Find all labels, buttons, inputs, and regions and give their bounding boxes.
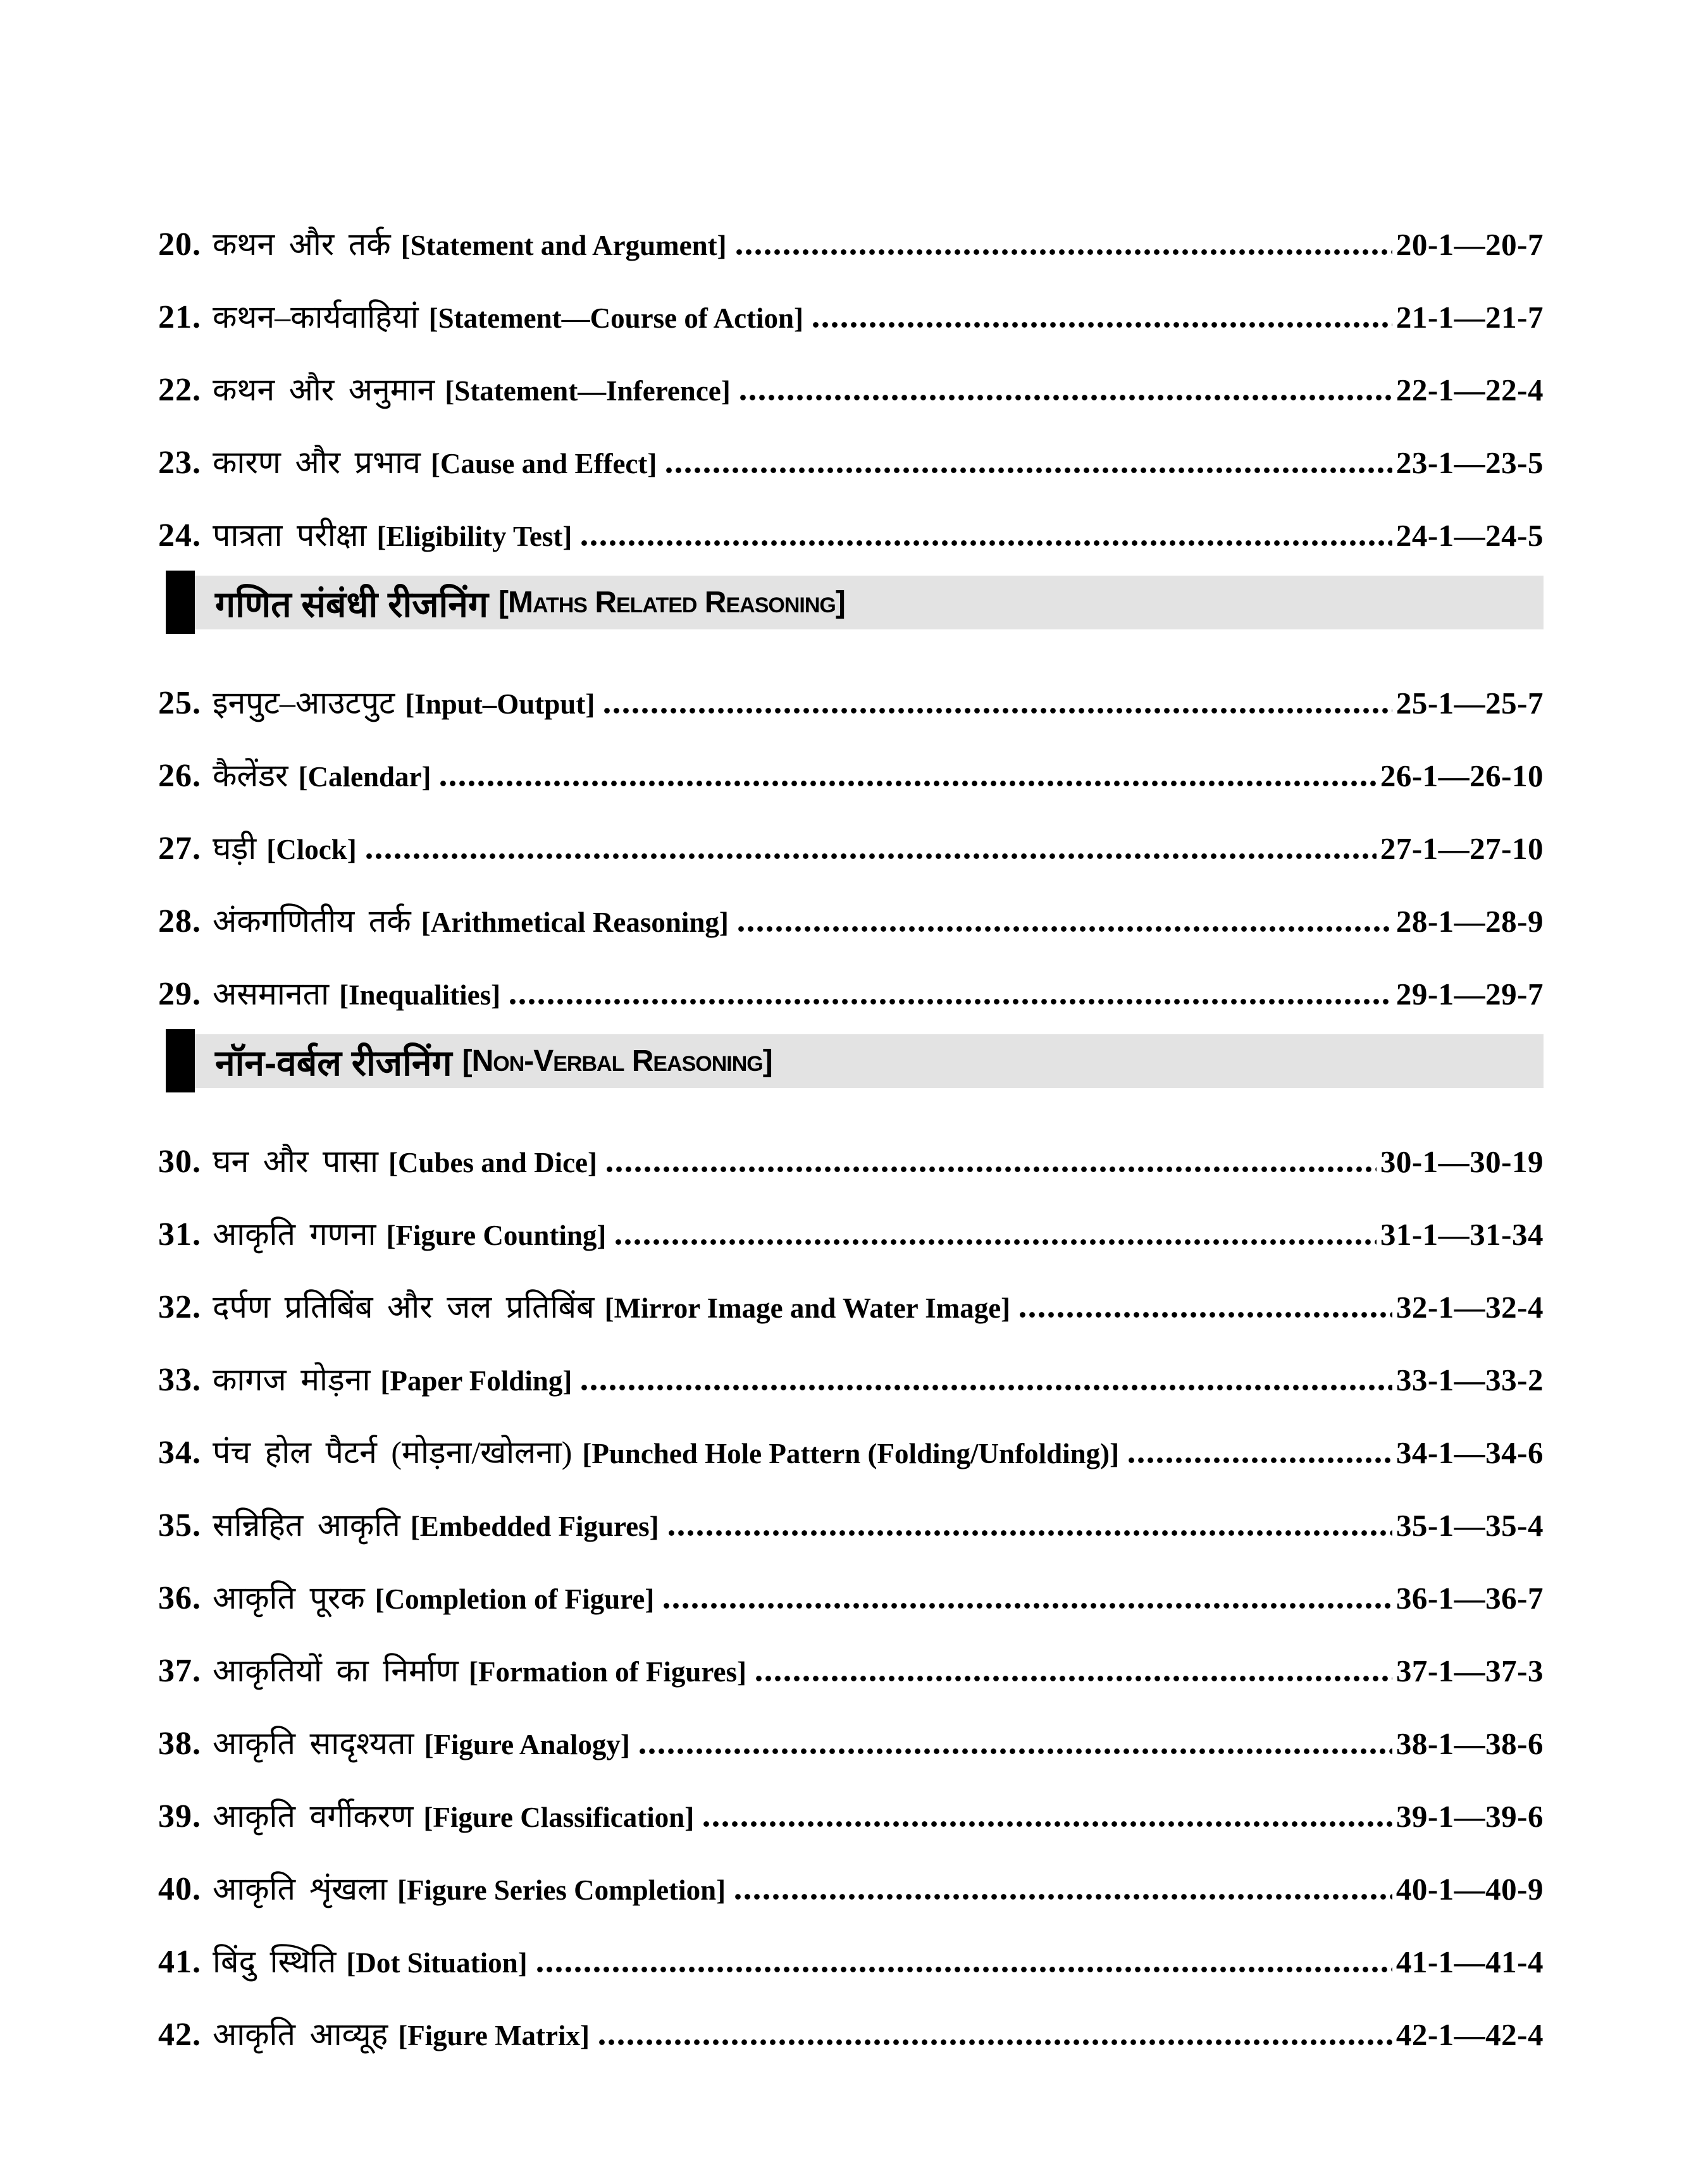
entry-number: 29. — [158, 976, 201, 1012]
entry-number: 28. — [158, 903, 201, 939]
entry-page-range: 22-1—22-4 — [1395, 373, 1544, 407]
entry-title-english: [Input–Output] — [405, 688, 595, 720]
entry-title-hindi: अंकगणितीय तर्क — [213, 903, 411, 939]
toc-entry — [158, 1708, 1544, 1781]
section-title-english: [Maths Related Reasoning] — [498, 586, 845, 619]
dot-leader — [535, 1967, 1392, 1972]
toc-list — [158, 209, 1544, 2072]
entry-page-range: 39-1—39-6 — [1395, 1799, 1544, 1834]
entry-title-hindi: पात्रता परीक्षा — [213, 517, 367, 553]
entry-page-range: 33-1—33-2 — [1395, 1363, 1544, 1397]
dot-leader — [734, 249, 1392, 255]
entry-number: 32. — [158, 1289, 201, 1325]
entry-title-hindi: पंच होल पैटर्न (मोड़ना/खोलना) — [213, 1435, 572, 1470]
toc-entry — [158, 1271, 1544, 1344]
entry-page-range: 26-1—26-10 — [1380, 758, 1544, 793]
toc-entry — [158, 1344, 1544, 1417]
toc-entry — [158, 1490, 1544, 1562]
entry-number: 22. — [158, 372, 201, 408]
entry-title-english: [Eligibility Test] — [376, 521, 572, 552]
entry-page-range: 30-1—30-19 — [1380, 1144, 1544, 1179]
entry-number: 34. — [158, 1435, 201, 1471]
entry-title-english: [Paper Folding] — [380, 1365, 572, 1397]
toc-entry — [158, 813, 1544, 886]
entry-title-hindi: आकृतियों का निर्माण — [213, 1653, 459, 1688]
dot-leader — [364, 853, 1377, 859]
dot-leader — [811, 322, 1392, 328]
entry-number: 31. — [158, 1216, 201, 1252]
toc-entry — [158, 1417, 1544, 1490]
section-header-band — [195, 1034, 1544, 1088]
entry-title-english: [Statement—Course of Action] — [428, 302, 804, 334]
section-header — [158, 1034, 1544, 1088]
entry-page-range: 32-1—32-4 — [1395, 1290, 1544, 1325]
entry-page-range: 21-1—21-7 — [1395, 300, 1544, 335]
entry-title-english: [Inequalities] — [339, 979, 501, 1011]
entry-page-range: 42-1—42-4 — [1395, 2017, 1544, 2052]
entry-number: 42. — [158, 2017, 201, 2053]
entry-number: 35. — [158, 1507, 201, 1543]
toc-entry — [158, 500, 1544, 572]
entry-title-hindi: कथन और अनुमान — [213, 372, 435, 407]
section-title-hindi: गणित संबंधी रीजनिंग — [215, 584, 488, 625]
dot-leader — [664, 467, 1392, 473]
toc-entry — [158, 1199, 1544, 1271]
entry-title-english: [Figure Analogy] — [424, 1729, 630, 1760]
entry-number: 24. — [158, 517, 201, 553]
entry-title-hindi: घड़ी — [213, 831, 257, 866]
entry-number: 20. — [158, 226, 201, 263]
toc-entry — [158, 1635, 1544, 1708]
entry-page-range: 28-1—28-9 — [1395, 904, 1544, 939]
section-header — [158, 576, 1544, 629]
entry-number: 26. — [158, 758, 201, 794]
dot-leader — [614, 1239, 1376, 1245]
entry-page-range: 36-1—36-7 — [1395, 1581, 1544, 1616]
entry-title-english: [Figure Classification] — [423, 1802, 695, 1833]
dot-leader — [579, 1385, 1392, 1390]
toc-entry — [158, 1853, 1544, 1926]
entry-title-english: [Statement—Inference] — [445, 375, 731, 407]
toc-entry — [158, 1562, 1544, 1635]
entry-title-hindi: कागज मोड़ना — [213, 1362, 371, 1397]
entry-title-hindi: बिंदु स्थिति — [213, 1944, 337, 1979]
entry-page-range: 35-1—35-4 — [1395, 1508, 1544, 1543]
entry-title-english: [Cause and Effect] — [430, 448, 657, 479]
entry-title-hindi: आकृति आव्यूह — [213, 2017, 388, 2052]
dot-leader — [736, 926, 1392, 932]
toc-entry — [158, 209, 1544, 281]
entry-title-english: [Figure Series Completion] — [397, 1874, 726, 1906]
section-header-band — [195, 576, 1544, 629]
entry-title-hindi: आकृति वर्गीकरण — [213, 1798, 414, 1834]
dot-leader — [605, 1166, 1377, 1172]
dot-leader — [508, 999, 1392, 1005]
section-title-english: [Non-Verbal Reasoning] — [462, 1044, 772, 1078]
toc-entry — [158, 1781, 1544, 1853]
toc-entry — [158, 886, 1544, 958]
entry-title-english: [Embedded Figures] — [410, 1511, 659, 1542]
dot-leader — [702, 1821, 1392, 1827]
dot-leader — [1127, 1457, 1392, 1463]
dot-leader — [638, 1748, 1392, 1754]
toc-entry — [158, 281, 1544, 354]
entry-title-english: [Formation of Figures] — [468, 1656, 747, 1688]
entry-title-english: [Statement and Argument] — [400, 230, 727, 261]
entry-number: 33. — [158, 1362, 201, 1398]
dot-leader — [1018, 1312, 1392, 1318]
entry-title-english: [Punched Hole Pattern (Folding/Unfolding)] — [582, 1438, 1120, 1469]
entry-title-english: [Figure Matrix] — [398, 2020, 590, 2051]
entry-page-range: 23-1—23-5 — [1395, 445, 1544, 480]
section-title-hindi: नॉन-वर्बल रीजनिंग — [215, 1042, 452, 1084]
entry-title-hindi: कैलेंडर — [213, 758, 288, 793]
entry-page-range: 38-1—38-6 — [1395, 1726, 1544, 1761]
entry-number: 30. — [158, 1144, 201, 1180]
entry-title-hindi: कथन–कार्यवाहियां — [213, 299, 419, 335]
entry-title-hindi: सन्निहित आकृति — [213, 1507, 400, 1543]
entry-number: 39. — [158, 1798, 201, 1834]
toc-entry — [158, 740, 1544, 813]
toc-entry — [158, 354, 1544, 427]
section-accent-bar — [166, 571, 195, 634]
entry-title-english: [Calendar] — [298, 761, 431, 793]
entry-number: 25. — [158, 685, 201, 721]
dot-leader — [602, 708, 1392, 714]
entry-page-range: 40-1—40-9 — [1395, 1872, 1544, 1907]
toc-entry — [158, 427, 1544, 500]
entry-page-range: 24-1—24-5 — [1395, 518, 1544, 553]
entry-title-hindi: आकृति गणना — [213, 1216, 376, 1252]
dot-leader — [597, 2039, 1392, 2045]
entry-title-hindi: दर्पण प्रतिबिंब और जल प्रतिबिंब — [213, 1289, 595, 1325]
entry-number: 38. — [158, 1726, 201, 1762]
entry-number: 27. — [158, 831, 201, 867]
toc-entry — [158, 1926, 1544, 1999]
section-accent-bar — [166, 1029, 195, 1092]
entry-number: 41. — [158, 1944, 201, 1980]
entry-number: 36. — [158, 1580, 201, 1616]
entry-title-hindi: आकृति शृंखला — [213, 1871, 387, 1907]
entry-page-range: 34-1—34-6 — [1395, 1435, 1544, 1470]
entry-title-english: [Arithmetical Reasoning] — [421, 906, 729, 938]
entry-title-english: [Mirror Image and Water Image] — [604, 1292, 1011, 1324]
dot-leader — [733, 1894, 1392, 1900]
entry-number: 23. — [158, 445, 201, 481]
entry-title-hindi: घन और पासा — [213, 1144, 378, 1179]
toc-entry — [158, 667, 1544, 740]
toc-entry — [158, 958, 1544, 1031]
entry-page-range: 25-1—25-7 — [1395, 686, 1544, 720]
entry-page-range: 41-1—41-4 — [1395, 1945, 1544, 1979]
entry-title-english: [Figure Counting] — [386, 1220, 607, 1251]
dot-leader — [754, 1676, 1392, 1681]
entry-title-english: [Dot Situation] — [346, 1947, 528, 1979]
dot-leader — [667, 1530, 1392, 1536]
entry-title-hindi: असमानता — [213, 976, 330, 1011]
entry-title-hindi: कारण और प्रभाव — [213, 445, 421, 480]
dot-leader — [738, 395, 1392, 400]
entry-number: 37. — [158, 1653, 201, 1689]
entry-title-english: [Clock] — [266, 834, 357, 865]
entry-title-hindi: कथन और तर्क — [213, 226, 391, 262]
toc-entry — [158, 1126, 1544, 1199]
entry-number: 21. — [158, 299, 201, 335]
entry-number: 40. — [158, 1871, 201, 1907]
dot-leader — [579, 540, 1392, 546]
toc-entry — [158, 1999, 1544, 2072]
entry-page-range: 27-1—27-10 — [1380, 831, 1544, 866]
dot-leader — [662, 1603, 1392, 1609]
entry-title-hindi: आकृति सादृश्यता — [213, 1726, 414, 1761]
entry-page-range: 37-1—37-3 — [1395, 1654, 1544, 1688]
entry-page-range: 31-1—31-34 — [1380, 1217, 1544, 1252]
entry-page-range: 29-1—29-7 — [1395, 977, 1544, 1011]
entry-title-english: [Completion of Figure] — [374, 1583, 655, 1615]
entry-page-range: 20-1—20-7 — [1395, 227, 1544, 262]
entry-title-hindi: आकृति पूरक — [213, 1580, 365, 1616]
entry-title-hindi: इनपुट–आउटपुट — [213, 685, 395, 720]
entry-title-english: [Cubes and Dice] — [388, 1147, 598, 1178]
dot-leader — [438, 781, 1376, 786]
